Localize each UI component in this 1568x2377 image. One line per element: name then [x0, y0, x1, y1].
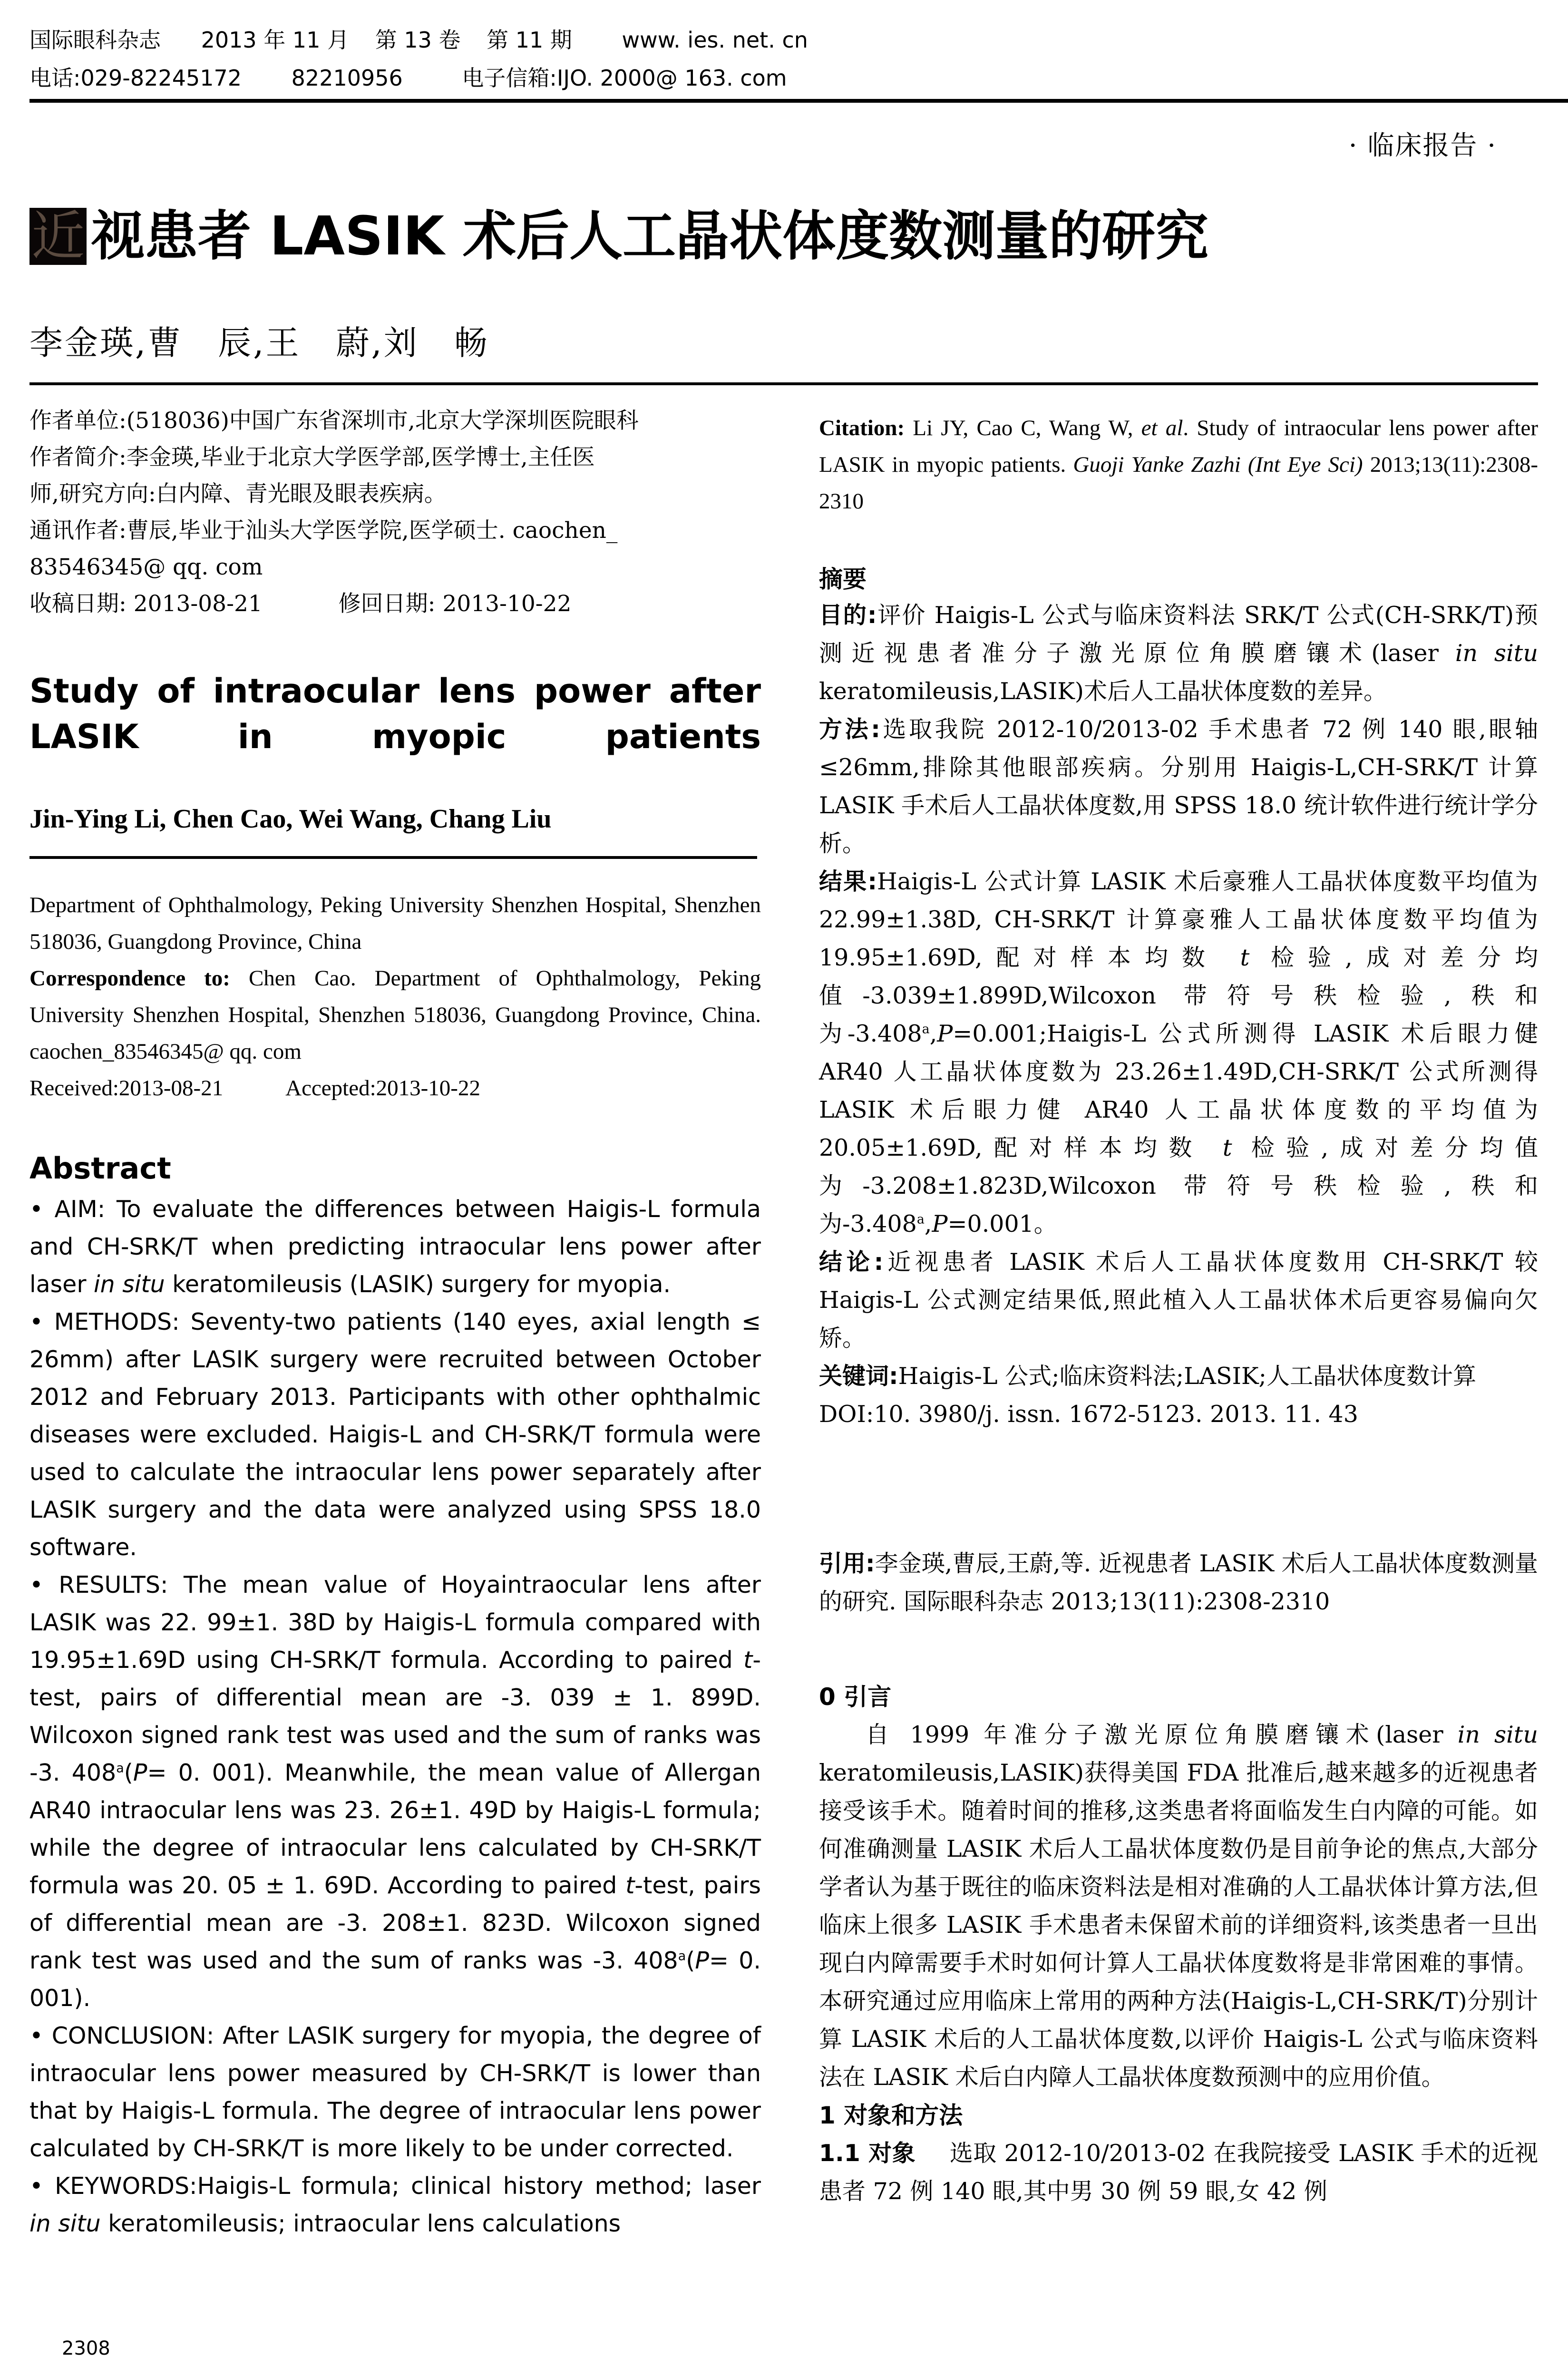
zh-results-text-1: Haigis-L 公式计算 LASIK 术后豪雅人工晶状体度数平均值为 22.99±1.38D, CH-SRK/T 计算豪雅人工晶状体度数平均值为 19.95±1.69D,配对样本均数 — [819, 868, 1538, 971]
abstract-methods — [29, 1303, 761, 1566]
title-rule — [29, 382, 1538, 385]
english-abstract — [29, 1151, 761, 2242]
aim-label: • AIM: — [29, 1196, 106, 1223]
title-drop-cap: 近 — [29, 208, 87, 265]
title-text: 视患者 LASIK 术后人工晶状体度数测量的研究 — [91, 205, 1209, 267]
phone-2: 82210956 — [291, 65, 403, 91]
zh-aim-text-1: 评价 Haigis-L 公式与临床资料法 SRK/T 公式(CH-SRK/T)预测近视患者准分子激光原位角膜磨镶术(laser — [819, 602, 1538, 667]
issue-date: 2013 年 11 月 — [201, 27, 350, 53]
keywords-label: • KEYWORDS: — [29, 2172, 197, 2200]
cite-zh-text: 李金瑛,曹辰,王蔚,等. 近视患者 LASIK 术后人工晶状体度数测量的研究. 国际眼科杂志 2013;13(11):2308-2310 — [819, 1550, 1538, 1615]
section-tag: · 临床报告 · — [1348, 130, 1497, 161]
author-unit: 作者单位:(518036)中国广东省深圳市,北京大学深圳医院眼科 — [29, 408, 639, 434]
subjects-label: 1.1 对象 — [819, 2140, 915, 2167]
intro-heading: 0 引言 — [819, 1683, 892, 1711]
methods-label: • METHODS: — [29, 1308, 180, 1335]
website-link[interactable]: www. ies. net. cn — [622, 27, 808, 53]
zh-keywords — [819, 1357, 1538, 1395]
results-text-2: -test, pairs of differential mean are -3. 039 ± 1. 899D. Wilcoxon signed rank test was used and the sum of ranks was -3. 408 — [29, 1646, 761, 1786]
journal-name: 国际眼科杂志 — [29, 27, 161, 53]
results-label: • RESULTS: — [29, 1571, 168, 1598]
zh-methods — [819, 711, 1538, 863]
zh-aim-text-2: keratomileusis,LASIK)术后人工晶状体度数的差异。 — [819, 678, 1387, 705]
keywords-text-2: keratomileusis; intraocular lens calculations — [108, 2210, 621, 2237]
results-sup-1: a — [116, 1761, 124, 1776]
zh-aim — [819, 596, 1538, 711]
results-text-4: -test, pairs of differential mean are -3. 208±1. 823D. Wilcoxon signed rank test was used and the sum of ranks was -3. 408 — [29, 1872, 761, 1974]
results-p-2: P — [695, 1947, 709, 1974]
zh-results-text-5: =0.001。 — [947, 1210, 1057, 1237]
intro-italic: in situ — [1457, 1721, 1539, 1748]
correspondence-label: Correspondence to: — [29, 966, 230, 991]
received-date-en: Received:2013-08-21 — [29, 1076, 224, 1101]
received-date-zh: 收稿日期: 2013-08-21 — [29, 591, 263, 617]
zh-conclusion-label: 结论: — [819, 1248, 884, 1276]
abstract-aim — [29, 1190, 761, 1303]
doi[interactable]: DOI:10. 3980/j. issn. 1672-5123. 2013. 11. 43 — [819, 1401, 1358, 1428]
subjects-text: 选取 2012-10/2013-02 在我院接受 LASIK 手术的近视患者 72 例 140 眼,其中男 30 例 59 眼,女 42 例 — [819, 2140, 1539, 2205]
zh-methods-label: 方法: — [819, 716, 880, 743]
english-title: Study of intraocular lens power after LASIK in myopic patients — [29, 672, 761, 756]
intro-text-1: 自 1999 年准分子激光原位角膜磨镶术(laser — [866, 1721, 1443, 1748]
zh-aim-italic: in situ — [1455, 640, 1538, 667]
issue: 第 11 期 — [487, 27, 572, 53]
journal-header-line-2 — [29, 61, 787, 92]
chinese-abstract — [819, 560, 1538, 1433]
zh-results-p-1: P — [937, 1020, 953, 1047]
conclusion-text: After LASIK surgery for myopia, the degree of intraocular lens power measured by CH-SRK/T is lower than that by Haigis-L formula. The degree of intraocular lens power calculated by CH-SRK/T is more likely to be under corrected. — [29, 2022, 761, 2162]
citation-text-3: 2013;13(11):2308-2310 — [819, 452, 1539, 514]
volume: 第 13 卷 — [375, 27, 461, 53]
corresponding-author-2: 83546345@ qq. com — [29, 554, 263, 580]
zh-results-text-4: 检验,成对差分均值为-3.208±1.823D,Wilcoxon 带符号秩检验,秩和为-3.408 — [819, 1134, 1538, 1237]
zh-results-text-2: 检验,成对差分均值-3.039±1.899D,Wilcoxon 带符号秩检验,秩和为-3.408 — [819, 944, 1538, 1047]
journal-header-line-1 — [29, 23, 808, 54]
header-rule — [29, 99, 1568, 103]
zh-aim-label: 目的: — [819, 602, 877, 629]
corresponding-author-1: 通讯作者:曹辰,毕业于汕头大学医学院,医学硕士. caochen_ — [29, 517, 618, 544]
cite-zh-label: 引用: — [819, 1550, 875, 1577]
citation-text-1: Li JY, Cao C, Wang W, — [913, 416, 1133, 440]
zh-results-text-3: =0.001;Haigis-L 公式所测得 LASIK 术后眼力健 AR40 人工晶状体度数为 23.26±1.49D,CH-SRK/T 公式所测得 LASIK 术后眼力健 AR40 人工晶状体度数的平均值为 20.05±1.69D,配对样本均数 — [819, 1020, 1538, 1161]
article-title — [29, 205, 1209, 267]
conclusion-label: • CONCLUSION: — [29, 2022, 214, 2049]
results-text-5: = 0. 001). — [29, 1947, 761, 2012]
results-text-1: The mean value of Hoyaintraocular lens after LASIK was 22. 99±1. 38D by Haigis-L formula compared with 19.95±1.69D using CH-SRK/T formula. According to paired — [29, 1571, 761, 1674]
citation-label: Citation: — [819, 416, 905, 440]
results-t-1: t — [743, 1646, 753, 1674]
results-text-3: = 0. 001). Meanwhile, the mean value of Allergan AR40 intraocular lens was 23. 26±1. 49D by Haigis-L formula; while the degree of intraocular lens calculated by CH-SRK/T formula was 20. 05 ± 1. 69D. According to paired — [29, 1759, 761, 1899]
correspondence-text: Chen Cao. Department of Ophthalmology, Peking University Shenzhen Hospital, Shenzhen 518036, Guangdong Province, China. caochen_83546345@ qq. com — [29, 966, 761, 1064]
zh-results-sup-1: a — [922, 1022, 930, 1037]
author-bio-2: 师,研究方向:白内障、青光眼及眼表疾病。 — [29, 481, 447, 507]
zh-results-sup-2: a — [916, 1212, 925, 1227]
zh-results-label: 结果: — [819, 868, 877, 895]
zh-conclusion — [819, 1243, 1538, 1357]
intro-text-2: keratomileusis,LASIK)获得美国 FDA 批准后,越来越多的近视患者接受该手术。随着时间的推移,这类患者将面临发生白内障的可能。如何准确测量 LASIK 术后人工晶状体度数仍是目前争论的焦点,大部分学者认为基于既往的临床资料法是相对准确的人工晶状体计算方法,但临床上很多 LASIK 手术患者未保留术前的详细资料,该类患者一旦出现白内障需要手术时如何计算人工晶状体度数将是非常困难的事情。本研究通过应用临床上常用的两种方法(Haigis-L,CH-SRK/T)分别计算 LASIK 术后的人工晶状体度数,以评价 Haigis-L 公式与临床资料法在 LASIK 术后白内障人工晶状体度数预测中的应用价值。 — [819, 1759, 1538, 2091]
zh-methods-text: 选取我院 2012-10/2013-02 手术患者 72 例 140 眼,眼轴≤26mm,排除其他眼部疾病。分别用 Haigis-L,CH-SRK/T 计算 LASIK 手术后人工晶状体度数,用 SPSS 18.0 统计软件进行统计学分析。 — [819, 716, 1538, 857]
citation-journal: Guoji Yanke Zazhi (Int Eye Sci) — [1073, 452, 1363, 477]
zh-keywords-text: Haigis-L 公式;临床资料法;LASIK;人工晶状体度数计算 — [898, 1363, 1477, 1390]
aim-text-1: To evaluate the differences between Haigis-L formula and CH-SRK/T when predicting intraocular lens power after laser — [29, 1196, 761, 1298]
department-en: Department of Ophthalmology, Peking University Shenzhen Hospital, Shenzhen 518036, Guangdong Province, China — [29, 893, 761, 954]
abstract-heading: Abstract — [29, 1151, 171, 1186]
zh-results-p-2: P — [932, 1210, 948, 1237]
english-affiliation — [29, 887, 761, 1107]
aim-italic: in situ — [94, 1271, 165, 1298]
abstract-results: • RESULTS: The mean value of Hoyaintraocular lens after LASIK was 22. 99±1. 38D by Haigis-L formula compared with 19.95±1.69D using CH-SRK/T formula. According to paired t-test, pairs of differential mean are -3. 039 ± 1. 899D. Wilcoxon signed rank test was used and the sum of ranks was -3. $408^a(P= 0$. 001). Meanwhile, the mean value of Allergan AR40 intraocular lens was 23. 26±1. 49D by Haigis-L formula; while the degree of intraocular lens calculated by CH-SRK/T formula was 20. 05 ± 1. 69D. According to paired t-test, pairs of differential mean are -3. 208±1. 823D. Wilcoxon signed rank test was used and the sum of ranks was -3. $408^a(P= 0$. 001). — [29, 1571, 761, 2012]
abstract-conclusion — [29, 2017, 761, 2167]
results-p-1: P — [133, 1759, 147, 1786]
email: 电子信箱:IJO. 2000@ 163. com — [462, 65, 787, 91]
methods-heading: 1 对象和方法 — [819, 2102, 963, 2129]
aim-text-2: keratomileusis (LASIK) surgery for myopia. — [172, 1271, 671, 1298]
citation-et-al: et al — [1141, 416, 1183, 440]
english-authors-rule — [29, 856, 757, 859]
methods-subsection — [819, 2134, 1538, 2211]
intro-paragraph — [819, 1716, 1538, 2096]
keywords-italic: in situ — [29, 2210, 101, 2237]
results-t-2: t — [625, 1872, 635, 1899]
results-sup-2: a — [678, 1948, 686, 1964]
zh-conclusion-text: 近视患者 LASIK 术后人工晶状体度数用 CH-SRK/T 较 Haigis-L 公式测定结果低,照此植入人工晶状体术后更容易偏向欠矫。 — [819, 1248, 1538, 1352]
page-number: 2308 — [62, 2338, 110, 2359]
citation-en — [819, 410, 1538, 520]
phone: 电话:029-82245172 — [29, 65, 242, 91]
accepted-date-en: Accepted:2013-10-22 — [285, 1076, 480, 1101]
author-bio-1: 作者简介:李金瑛,毕业于北京大学医学部,医学博士,主任医 — [29, 444, 595, 470]
authors-zh: 李金瑛,曹 辰,王 蔚,刘 畅 — [29, 323, 489, 362]
zh-results-t-1: t — [1240, 944, 1250, 971]
zh-abstract-heading: 摘要 — [819, 565, 867, 593]
dates-zh — [29, 585, 761, 622]
keywords-text-1: Haigis-L formula; clinical history method; laser — [197, 2172, 761, 2200]
introduction-section — [819, 1678, 1538, 2211]
affiliation-zh — [29, 402, 761, 622]
methods-text: Seventy-two patients (140 eyes, axial length ≤ 26mm) after LASIK surgery were recruited between October 2012 and February 2013. Participants with other ophthalmic diseases were excluded. Haigis-L and CH-SRK/T formula were used to calculate the intraocular lens power separately after LASIK surgery and the data were analyzed using SPSS 18.0 software. — [29, 1308, 761, 1561]
citation-zh — [819, 1545, 1538, 1621]
citation-text-2: . Study of intraocular lens power after LASIK in myopic patients. — [819, 416, 1539, 477]
abstract-keywords — [29, 2167, 761, 2242]
revised-date-zh: 修回日期: 2013-10-22 — [338, 591, 572, 617]
zh-results-t-2: t — [1222, 1134, 1232, 1161]
english-authors: Jin-Ying Li, Chen Cao, Wei Wang, Chang Liu — [29, 804, 552, 834]
zh-keywords-label: 关键词: — [819, 1363, 898, 1390]
zh-results: 结果:Haigis-L 公式计算 LASIK 术后豪雅人工晶状体度数平均值为 22.99±1.38D, CH-SRK/T 计算豪雅人工晶状体度数平均值为 19.95±1.69D,配对样本均数 t 检验,成对差分均值-3.039±1.899D,Wilcoxon 带符号秩检验,秩和为-3.408$^a$,P=0.001;Haigis-L 公式所测得 LASIK 术后眼力健 AR40 人工晶状体度数为 23.26±1.49D,CH-SRK/T 公式所测得 LASIK 术后眼力健 AR40 人工晶状体度数的平均值为 20.05±1.69D,配对样本均数 t 检验,成对差分均值为-3.208±1.823D,Wilcoxon 带符号秩检验,秩和为-3.408$^a$,P=0.001。 — [819, 868, 1538, 1237]
